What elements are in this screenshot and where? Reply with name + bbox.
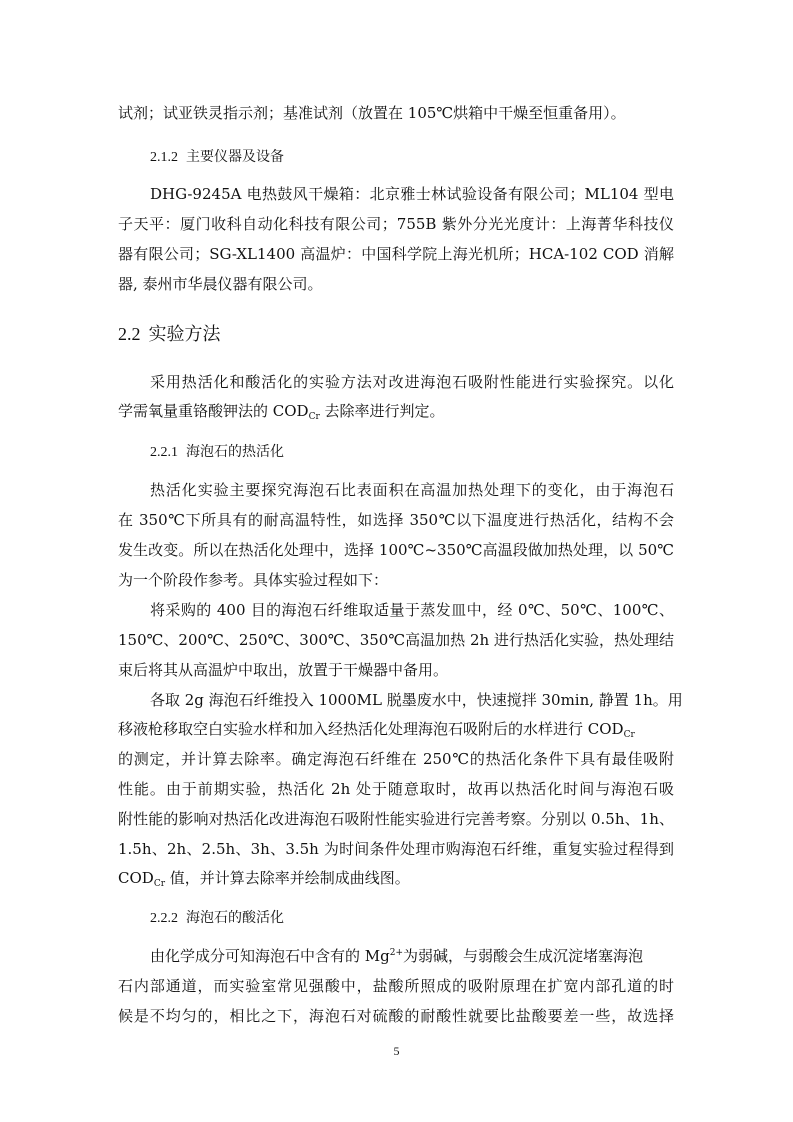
heading-2-2-2 — [150, 908, 284, 929]
paragraph-line: 石内部通道，而实验室常见强酸中，盐酸所照成的吸附原理在扩宽内部孔道的时 — [118, 977, 674, 995]
heading-number: 2.2.1 — [150, 445, 178, 460]
text-run: COD — [118, 869, 154, 887]
heading-number: 2.2.2 — [150, 911, 178, 926]
paragraph-line: 发生改变。所以在热活化处理中，选择 100℃~350℃高温段做加热处理，以 50℃ — [118, 541, 674, 559]
paragraph-line: 热活化实验主要探究海泡石比表面积在高温加热处理下的变化，由于海泡石 — [150, 481, 674, 499]
text-run: 由化学成分可知海泡石中含有的 Mg — [150, 947, 390, 965]
text-run: 值，并计算去除率并绘制成曲线图。 — [165, 869, 410, 887]
text-run: 去除率进行判定。 — [319, 402, 445, 420]
paragraph-line: 附性能的影响对热活化改进海泡石吸附性能实验进行完善考察。分别以 0.5h、1h、 — [118, 810, 674, 828]
paragraph-line: 1.5h、2h、2.5h、3h、3.5h 为时间条件处理市购海泡石纤维，重复实验过程得到 — [118, 840, 674, 858]
paragraph-line: 候是不均匀的，相比之下，海泡石对硫酸的耐酸性就要比盐酸要差一些，故选择 — [118, 1007, 674, 1025]
paragraph-line — [150, 946, 674, 966]
heading-title: 主要仪器及设备 — [186, 149, 284, 165]
paragraph-line: 性能。由于前期实验，热活化 2h 处于随意取时，故再以热活化时间与海泡石吸 — [118, 780, 674, 798]
paragraph-line: 束后将其从高温炉中取出，放置于干燥器中备用。 — [118, 661, 449, 679]
paragraph-line: 在 350℃下所具有的耐高温特性，如选择 350℃以下温度进行热活化，结构不会 — [118, 511, 674, 529]
paragraph-line: 的测定，并计算去除率。确定海泡石纤维在 250℃的热活化条件下具有最佳吸附 — [118, 750, 674, 768]
paragraph-line: 器有限公司；SG-XL1400 高温炉：中国科学院上海光机所；HCA-102 COD 消解 — [118, 245, 674, 263]
paragraph-line — [118, 401, 674, 421]
text-run: 移液枪移取空白实验水样和加入经热活化处理海泡石吸附后的水样进行 COD — [118, 720, 624, 738]
heading-2-2 — [118, 322, 221, 347]
paragraph-line: 子天平：厦门收科自动化科技有限公司；755B 紫外分光光度计：上海菁华科技仪 — [118, 215, 674, 233]
subscript-cr: Cr — [623, 730, 635, 740]
paragraph-line — [118, 719, 674, 739]
heading-2-2-1 — [150, 442, 284, 463]
reagents-line-end: 试剂；试亚铁灵指示剂；基准试剂（放置在 105℃烘箱中干燥至恒重备用）。 — [118, 104, 626, 122]
subscript-cr: Cr — [308, 412, 320, 422]
paragraph-line: 器, 泰州市华晨仪器有限公司。 — [118, 275, 323, 293]
paragraph-line: 150℃、200℃、250℃、300℃、350℃高温加热 2h 进行热活化实验，热处理结 — [118, 631, 674, 649]
text-run: 为弱碱，与弱酸会生成沉淀堵塞海泡 — [403, 947, 644, 965]
heading-number: 2.2 — [118, 324, 141, 344]
text-run: 学需氧量重铬酸钾法的 COD — [118, 402, 309, 420]
heading-title: 海泡石的热活化 — [186, 444, 284, 460]
paragraph-line — [118, 868, 674, 888]
paragraph-line: 采用热活化和酸活化的实验方法对改进海泡石吸附性能进行实验探究。以化 — [150, 373, 674, 391]
superscript-charge: 2+ — [389, 948, 404, 958]
subscript-cr: Cr — [153, 879, 166, 889]
page-number: 5 — [393, 1044, 400, 1058]
paragraph-line: 各取 2g 海泡石纤维投入 1000ML 脱墨废水中，快速搅拌 30min, 静置 1h。用 — [150, 691, 683, 709]
heading-number: 2.1.2 — [150, 150, 178, 165]
paragraph-line: DHG-9245A 电热鼓风干燥箱：北京雅士林试验设备有限公司；ML104 型电 — [150, 185, 674, 203]
heading-title: 海泡石的酸活化 — [186, 910, 284, 926]
heading-title: 实验方法 — [148, 324, 221, 345]
paragraph-line: 将采购的 400 目的海泡石纤维取适量于蒸发皿中，经 0℃、50℃、100℃、 — [150, 601, 674, 619]
heading-2-1-2 — [150, 147, 284, 168]
paragraph-line: 为一个阶段作参考。具体实验过程如下： — [118, 571, 389, 589]
